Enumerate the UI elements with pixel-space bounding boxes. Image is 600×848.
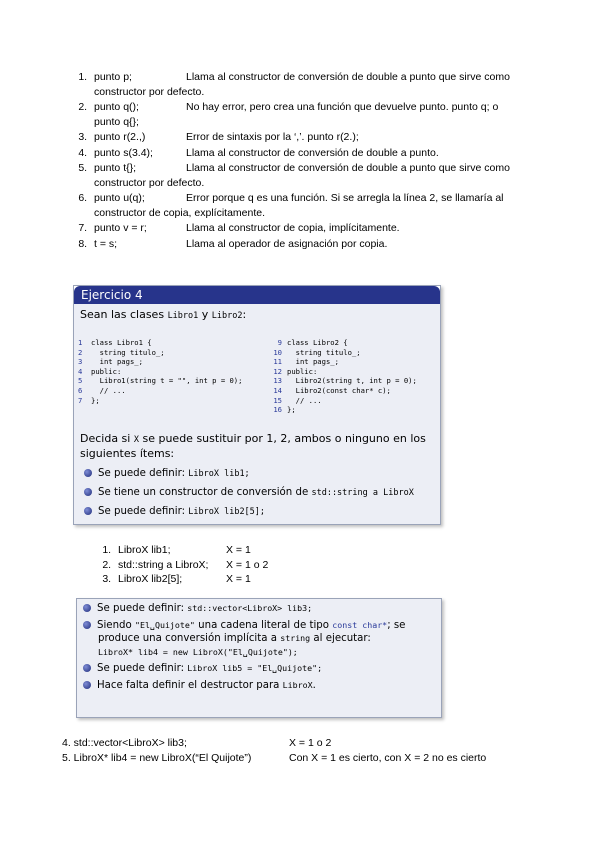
code-text: }; (91, 395, 100, 405)
code-line (78, 338, 242, 348)
exercise-slide-continued (76, 598, 442, 718)
bottom-answer-expr: 4. std::vector<LibroX> lib3; (62, 737, 187, 749)
bottom-answer-expr: 5. LibroX* lib4 = new LibroX(“El Quijote”) (62, 751, 252, 764)
slide-title: Ejercicio 4 (74, 286, 440, 304)
bullet-icon (83, 681, 91, 689)
x-answer-item (114, 558, 268, 573)
x-answer-expr: LibroX lib1; (118, 544, 171, 556)
x-answer-value: X = 1 o 2 (226, 558, 269, 571)
bullet-item (84, 464, 434, 483)
bottom-answer-row (62, 736, 486, 751)
code-line (264, 405, 417, 415)
line-number: 4 (78, 366, 83, 376)
answer-desc: Llama al constructor de copia, implícitamente. (186, 222, 400, 234)
question-var: X (133, 435, 139, 445)
answer-desc: Llama al operador de asignación por copia. (186, 237, 388, 250)
code-line (78, 386, 242, 396)
code-text: Libro2(string t, int p = 0); (287, 376, 417, 386)
answer-item (90, 130, 560, 145)
bullet-icon (84, 507, 92, 515)
class-name: Libro1 (167, 311, 199, 321)
answer-code: punto p; (94, 71, 132, 83)
bullet-icon (84, 488, 92, 496)
line-number: 16 (273, 405, 282, 415)
question-text: Decida si (80, 432, 134, 445)
intro-text: y (198, 308, 212, 321)
code-text: // ... (287, 395, 322, 405)
intro-text: Sean las clases (80, 308, 168, 321)
bullet-code: LibroX lib2[5]; (188, 507, 266, 517)
code-block-libro2 (264, 338, 417, 415)
code-line (264, 376, 417, 386)
code-text: }; (287, 405, 296, 415)
bullet-text: Siendo (97, 619, 135, 631)
bullet-text: Se puede definir: (98, 506, 189, 517)
bullet-code: const char* (332, 619, 388, 630)
bullet-item (84, 502, 434, 521)
code-text: Libro1(string t = "", int p = 0); (91, 376, 243, 386)
answer-item (90, 146, 560, 161)
bottom-answer-value: Con X = 1 es cierto, con X = 2 no es cierto (289, 751, 487, 764)
code-text: // ... (91, 385, 126, 395)
bullet-icon (84, 469, 92, 477)
answer-desc: Llama al constructor de conversión de double a punto que sirve como (186, 71, 510, 83)
bottom-answer-row (62, 751, 486, 766)
bullet-icon (83, 604, 91, 612)
code-text: string titulo_; (287, 347, 361, 357)
answer-desc: Llama al constructor de conversión de double a punto que sirve como (186, 162, 510, 174)
code-line (264, 357, 417, 367)
bullet-text: una cadena literal de tipo (194, 619, 333, 631)
code-line (264, 338, 417, 348)
bullet-text: Hace falta definir el destructor para (97, 679, 283, 691)
line-number: 7 (78, 395, 83, 405)
bullet-code-line: LibroX* lib4 = new LibroX("El␣Quijote"); (98, 646, 298, 657)
bullet-item (83, 662, 441, 676)
answer-code: punto t{}; (94, 162, 137, 174)
slide2-bullets (77, 599, 441, 692)
code-line (264, 396, 417, 406)
code-line (78, 357, 242, 367)
x-answer-item (114, 572, 268, 587)
bullet-code: std::string a LibroX (311, 488, 414, 498)
line-number: 9 (277, 338, 282, 347)
answer-desc: Llama al constructor de conversión de double a punto. (186, 146, 439, 159)
line-number: 2 (78, 347, 83, 357)
code-line (264, 386, 417, 396)
answer-code: punto u(q); (94, 192, 145, 204)
line-number: 6 (78, 385, 83, 395)
bullet-text: produce una conversión implícita a (98, 633, 281, 644)
x-answer-expr: LibroX lib2[5]; (118, 573, 183, 585)
code-line (264, 348, 417, 358)
answer-item (90, 237, 560, 252)
line-number: 15 (273, 395, 282, 405)
answer-desc: Error porque q es una función. Si se arregla la línea 2, se llamaría al (186, 192, 504, 204)
answer-item (90, 70, 560, 99)
bullet-text: al ejecutar: (310, 633, 371, 644)
code-text: class Libro2 { (287, 338, 348, 347)
bullet-code: LibroX (282, 679, 313, 690)
answer-desc: Error de sintaxis por la ‘,’. punto r(2.); (186, 131, 359, 143)
exercise-slide (73, 285, 441, 525)
bullet-item (83, 602, 441, 616)
bullet-item (83, 619, 441, 660)
x-answer-value: X = 1 (226, 544, 251, 556)
answer-desc-cont: constructor de copia, explícitamente. (94, 206, 266, 219)
answer-desc-cont: constructor por defecto. (94, 85, 205, 98)
slide-question (80, 432, 434, 461)
code-text: int pags_; (91, 357, 143, 367)
code-line (78, 367, 242, 377)
bullet-icon (83, 664, 91, 672)
x-answers-list (94, 543, 268, 587)
line-number: 12 (273, 366, 282, 376)
bullet-code: string (280, 633, 311, 643)
line-number: 1 (78, 338, 83, 347)
line-number: 10 (273, 347, 282, 357)
x-answer-item (114, 543, 268, 558)
bullet-text: . (312, 679, 316, 691)
answer-desc: No hay error, pero crea una función que devuelve punto. punto q; o (186, 101, 499, 113)
code-text: public: (91, 366, 122, 376)
class-name: Libro2 (211, 311, 243, 321)
code-line (78, 396, 242, 406)
answers-list (64, 70, 560, 252)
bullet-text: Se puede definir: (98, 468, 189, 479)
bullet-icon (83, 621, 91, 629)
line-number: 14 (273, 385, 282, 395)
bottom-answer-value: X = 1 o 2 (289, 737, 332, 749)
answer-code: punto r(2.,) (94, 131, 146, 143)
answer-code: punto s(3.4); (94, 146, 153, 159)
bullet-item (84, 483, 434, 502)
line-number: 3 (78, 357, 83, 367)
answer-code: punto v = r; (94, 222, 147, 234)
bullet-text: ; se (387, 619, 406, 631)
code-block-libro1 (78, 338, 242, 405)
code-text: public: (287, 366, 318, 376)
answer-code: punto q(); (94, 101, 139, 113)
bullet-item (83, 679, 441, 693)
bullet-text: Se puede definir: (97, 603, 188, 614)
bullet-code: "El␣Quijote" (134, 619, 195, 630)
answer-desc-cont: constructor por defecto. (94, 176, 205, 189)
bullet-subline (83, 632, 441, 646)
code-line (78, 376, 242, 386)
answer-item (90, 161, 560, 190)
answer-desc-cont: punto q{}; (94, 115, 139, 128)
answer-item (90, 221, 560, 236)
bullet-code: std::vector<LibroX> lib3; (187, 603, 313, 613)
code-text: class Libro1 { (91, 338, 152, 347)
line-number: 5 (78, 376, 83, 386)
bullet-code: LibroX lib5 = "El␣Quijote"; (187, 663, 323, 673)
code-line (264, 367, 417, 377)
code-text: int pags_; (287, 357, 339, 367)
x-answer-value: X = 1 (226, 573, 251, 585)
line-number: 13 (273, 376, 282, 386)
question-text: se puede sustituir por 1, 2, ambos o ninguno en los siguientes ítems: (80, 432, 426, 460)
line-number: 11 (273, 357, 282, 367)
intro-text: : (242, 308, 247, 321)
code-text: Libro2(const char* c); (287, 385, 391, 395)
code-text: string titulo_; (91, 347, 165, 357)
bottom-answers (62, 736, 486, 765)
slide-intro (80, 308, 434, 321)
answer-code: t = s; (94, 237, 118, 250)
answer-item (90, 100, 560, 129)
bullet-code: LibroX lib1; (188, 469, 250, 479)
slide-bullets (84, 464, 434, 521)
bullet-text: Se tiene un constructor de conversión de (98, 487, 312, 498)
code-line (78, 348, 242, 358)
answer-item (90, 191, 560, 220)
x-answer-expr: std::string a LibroX; (118, 558, 209, 571)
bullet-text: Se puede definir: (97, 663, 188, 674)
